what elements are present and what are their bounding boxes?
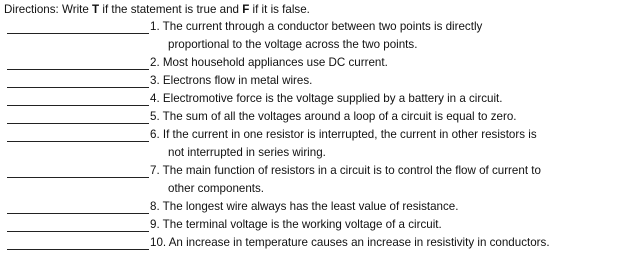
answer-blank-2[interactable]	[7, 69, 149, 70]
directions-suffix: if it is false.	[249, 3, 310, 16]
directions-text	[4, 1, 310, 18]
directions-middle: if the statement is true and	[99, 3, 243, 16]
answer-blank-5[interactable]	[7, 123, 149, 124]
true-letter: T	[92, 3, 100, 16]
answer-blank-8[interactable]	[7, 213, 149, 214]
answer-blank-9[interactable]	[7, 231, 149, 232]
answer-blank-7[interactable]	[7, 177, 149, 178]
answer-blank-4[interactable]	[7, 105, 149, 106]
answer-blank-6[interactable]	[7, 141, 149, 142]
answer-blank-1[interactable]	[7, 33, 149, 34]
statement-7-continuation: other components.	[168, 182, 265, 195]
false-letter: F	[242, 3, 250, 16]
statement-6-continuation: not interrupted in series wiring.	[168, 146, 326, 159]
statement-1-text: 1. The current through a conductor between two points is directly	[150, 20, 483, 33]
statement-1-continuation: proportional to the voltage across the two points.	[168, 38, 418, 51]
directions-prefix: Directions: Write	[4, 3, 93, 16]
statement-8-text: 8. The longest wire always has the least value of resistance.	[150, 200, 459, 213]
statement-4-text: 4. Electromotive force is the voltage supplied by a battery in a circuit.	[150, 92, 503, 105]
statement-3-text: 3. Electrons flow in metal wires.	[150, 74, 313, 87]
statement-9-text: 9. The terminal voltage is the working voltage of a circuit.	[150, 218, 442, 231]
statement-10-text: 10. An increase in temperature causes an increase in resistivity in conductors.	[150, 236, 550, 249]
statement-2-text: 2. Most household appliances use DC current.	[150, 56, 388, 69]
answer-blank-10[interactable]	[7, 249, 149, 250]
statement-6-text: 6. If the current in one resistor is interrupted, the current in other resistors is	[150, 128, 537, 141]
statement-5-text: 5. The sum of all the voltages around a loop of a circuit is equal to zero.	[150, 110, 517, 123]
answer-blank-3[interactable]	[7, 87, 149, 88]
statement-7-text: 7. The main function of resistors in a circuit is to control the flow of current to	[150, 164, 541, 177]
